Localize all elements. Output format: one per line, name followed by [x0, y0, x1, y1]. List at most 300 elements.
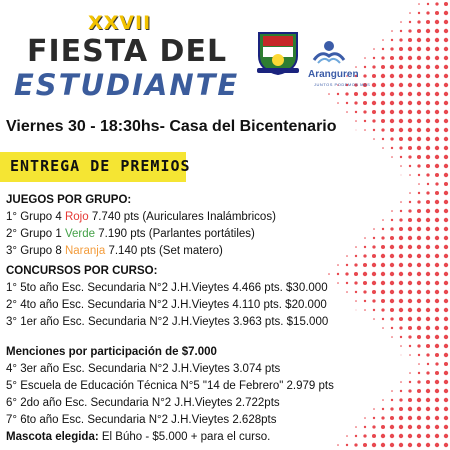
menciones-item-6: 6° 2do año Esc. Secundaria N°2 J.H.Vieytes 2.722pts	[6, 397, 280, 409]
decor-dot	[444, 281, 448, 285]
decor-dot	[435, 353, 439, 357]
decor-dot	[417, 425, 421, 429]
decor-dot	[408, 74, 412, 78]
decor-dot	[426, 389, 430, 393]
decor-dot	[363, 92, 367, 96]
decor-dot	[444, 299, 448, 303]
decor-dot	[426, 380, 430, 384]
decor-dot	[435, 47, 439, 51]
decor-dot	[426, 119, 430, 123]
decor-dot	[337, 282, 339, 284]
decor-dot	[390, 317, 393, 320]
decor-dot	[417, 236, 421, 240]
decor-dot	[426, 416, 430, 420]
decor-dot	[435, 200, 439, 204]
decor-dot	[364, 129, 366, 131]
decor-dot	[444, 353, 448, 357]
decor-dot	[435, 245, 439, 249]
decor-dot	[381, 290, 385, 294]
decor-dot	[408, 155, 411, 158]
decor-dot	[364, 120, 366, 122]
decor-dot	[426, 200, 430, 204]
juegos-item-2: 2° Grupo 1 Verde 7.190 pts (Parlantes portátiles)	[6, 228, 255, 240]
decor-dot	[391, 399, 393, 401]
decor-dot	[426, 29, 430, 33]
decor-dot	[356, 130, 357, 131]
decor-dot	[391, 147, 393, 149]
decor-dot	[408, 236, 412, 240]
decor-dot	[426, 164, 430, 168]
decor-dot	[435, 191, 439, 195]
decor-dot	[399, 263, 403, 267]
decor-dot	[373, 57, 375, 59]
decor-dot	[372, 281, 376, 285]
decor-dot	[426, 128, 430, 132]
decor-dot	[399, 83, 403, 87]
decor-dot	[399, 443, 403, 447]
decor-dot	[444, 128, 448, 132]
decor-dot	[418, 192, 420, 194]
decor-dot	[426, 317, 430, 321]
decor-dot	[399, 254, 403, 258]
decor-dot	[399, 326, 402, 329]
decor-dot	[381, 272, 385, 276]
decor-dot	[346, 291, 348, 293]
juegos-heading: JUEGOS POR GRUPO:	[6, 194, 132, 206]
decor-dot	[399, 92, 403, 96]
decor-dot	[399, 218, 402, 221]
decor-dot	[401, 355, 402, 356]
decor-dot	[399, 434, 403, 438]
decor-dot	[390, 245, 394, 249]
decor-dot	[400, 30, 402, 32]
decor-dot	[417, 299, 421, 303]
decor-dot	[435, 164, 439, 168]
decor-dot	[426, 38, 430, 42]
decor-dot	[355, 300, 357, 302]
decor-dot	[417, 407, 421, 411]
decor-dot	[444, 200, 448, 204]
decor-dot	[400, 210, 402, 212]
decor-dot	[363, 101, 367, 105]
decor-dot	[337, 264, 339, 266]
event-title	[0, 6, 260, 106]
decor-dot	[426, 110, 430, 114]
decor-dot	[408, 434, 412, 438]
decor-dot	[444, 308, 448, 312]
decor-dot	[373, 129, 375, 131]
decor-dot	[417, 281, 421, 285]
decor-dot	[373, 417, 375, 419]
decor-dot	[417, 326, 421, 330]
decor-dot	[435, 137, 439, 141]
decor-dot	[417, 146, 421, 150]
decor-dot	[391, 210, 393, 212]
decor-dot	[363, 434, 366, 437]
decor-dot	[417, 101, 421, 105]
decor-dot	[426, 65, 430, 69]
decor-dot	[400, 336, 402, 338]
decor-dot	[426, 326, 430, 330]
decor-dot	[426, 290, 430, 294]
decor-dot	[435, 119, 439, 123]
decor-dot	[444, 92, 448, 96]
decor-dot	[408, 128, 412, 132]
decor-dot	[417, 155, 421, 159]
juegos-item-3: 3° Grupo 8 Naranja 7.140 pts (Set matero)	[6, 245, 223, 257]
decor-dot	[346, 444, 348, 446]
decor-dot	[435, 74, 439, 78]
decor-dot	[408, 281, 412, 285]
decor-dot	[381, 434, 385, 438]
decor-dot	[408, 209, 411, 212]
decor-dot	[408, 308, 412, 312]
decor-dot	[381, 281, 385, 285]
decor-dot	[417, 416, 421, 420]
event-details: Viernes 30 - 18:30hs- Casa del Bicentenario	[6, 118, 337, 135]
decor-dot	[382, 147, 384, 149]
decor-dot	[426, 353, 429, 356]
decor-dot	[435, 101, 439, 105]
decor-dot	[409, 174, 411, 176]
decor-dot	[372, 92, 376, 96]
title-line-2: ESTUDIANTE	[14, 68, 240, 102]
decor-dot	[399, 272, 403, 276]
decor-dot	[444, 227, 448, 231]
decor-dot	[435, 380, 439, 384]
decor-dot	[382, 399, 384, 401]
decor-dot	[363, 443, 367, 447]
decor-dot	[381, 254, 385, 258]
decor-dot	[426, 281, 430, 285]
decor-dot	[390, 272, 394, 276]
team-rojo: Rojo	[64, 211, 89, 223]
decor-dot	[364, 300, 366, 302]
decor-dot	[418, 183, 420, 185]
decor-dot	[409, 345, 411, 347]
decor-dot	[417, 47, 421, 51]
decor-dot	[391, 390, 393, 392]
decor-dot	[372, 425, 375, 428]
decor-dot	[444, 101, 448, 105]
decor-dot	[363, 290, 366, 293]
decor-dot	[417, 119, 421, 123]
awards-banner-text: ENTREGA DE PREMIOS	[10, 157, 191, 175]
decor-dot	[435, 407, 439, 411]
decor-dot	[390, 47, 393, 50]
decor-dot	[391, 156, 393, 158]
decor-dot	[372, 263, 376, 267]
decor-dot	[408, 56, 412, 60]
decor-dot	[417, 308, 421, 312]
decor-dot	[435, 362, 438, 365]
decor-dot	[337, 93, 339, 95]
decor-dot	[399, 290, 403, 294]
decor-dot	[364, 237, 366, 239]
decor-dot	[426, 299, 430, 303]
decor-dot	[417, 218, 421, 222]
decor-dot	[426, 443, 430, 447]
decor-dot	[417, 110, 421, 114]
decor-dot	[390, 128, 394, 132]
decor-dot	[435, 38, 439, 42]
decor-dot	[427, 183, 429, 185]
decor-dot	[390, 308, 394, 312]
decor-dot	[426, 47, 430, 51]
decor-dot	[382, 48, 384, 50]
decor-dot	[444, 56, 448, 60]
decor-dot	[427, 363, 429, 365]
decor-dot	[444, 110, 448, 114]
decor-dot	[399, 227, 403, 231]
decor-dot	[408, 92, 412, 96]
decor-dot	[381, 263, 385, 267]
decor-dot	[399, 398, 402, 401]
decor-dot	[399, 317, 403, 321]
decor-dot	[444, 362, 448, 366]
decor-dot	[354, 101, 357, 104]
decor-dot	[400, 201, 402, 203]
decor-dot	[381, 101, 385, 105]
mascota-value: El Búho - $5.000 + para el curso.	[101, 431, 271, 443]
decor-dot	[400, 156, 402, 158]
decor-dot	[444, 20, 448, 24]
decor-dot	[435, 146, 439, 150]
decor-dot	[381, 74, 385, 78]
decor-dot	[409, 12, 411, 14]
decor-dot	[435, 434, 439, 438]
decor-dot	[355, 246, 357, 248]
decor-dot	[444, 74, 448, 78]
decor-dot	[345, 272, 348, 275]
decor-dot	[355, 291, 357, 293]
decor-dot	[444, 11, 448, 15]
decor-dot	[373, 318, 375, 320]
decor-dot	[354, 443, 357, 446]
decor-dot	[444, 2, 448, 6]
decor-dot	[417, 434, 421, 438]
decor-dot	[409, 201, 411, 203]
decor-dot	[435, 29, 439, 33]
decor-dot	[381, 65, 385, 69]
decor-dot	[435, 236, 439, 240]
decor-dot	[444, 335, 448, 339]
decor-dot	[408, 299, 412, 303]
decor-dot	[408, 29, 411, 32]
decor-dot	[381, 83, 385, 87]
decor-dot	[408, 218, 412, 222]
decor-dot	[444, 317, 448, 321]
decor-dot	[426, 308, 430, 312]
decor-dot	[399, 119, 403, 123]
decor-dot	[381, 128, 384, 131]
decor-dot	[444, 83, 448, 87]
decor-dot	[435, 227, 439, 231]
decor-dot	[373, 48, 375, 50]
decor-dot	[417, 38, 421, 42]
decor-dot	[390, 83, 394, 87]
decor-dot	[426, 245, 430, 249]
decor-dot	[391, 39, 393, 41]
decor-dot	[435, 335, 439, 339]
decor-dot	[435, 272, 439, 276]
decor-dot	[372, 434, 376, 438]
municipality-name: Aranguren	[308, 69, 359, 80]
decor-dot	[337, 273, 339, 275]
decor-dot	[337, 102, 339, 104]
decor-dot	[426, 344, 430, 348]
decor-dot	[363, 74, 366, 77]
decor-dot	[408, 389, 411, 392]
decor-dot	[444, 425, 448, 429]
decor-dot	[390, 56, 394, 60]
decor-dot	[381, 245, 385, 249]
decor-dot	[417, 245, 421, 249]
decor-dot	[399, 407, 403, 411]
decor-dot	[381, 92, 385, 96]
decor-dot	[426, 335, 430, 339]
decor-dot	[401, 175, 402, 176]
decor-dot	[426, 398, 430, 402]
team-verde: Verde	[64, 228, 96, 240]
decor-dot	[372, 65, 375, 68]
decor-dot	[444, 155, 448, 159]
decor-dot	[390, 101, 394, 105]
decor-dot	[444, 245, 448, 249]
decor-dot	[426, 74, 430, 78]
decor-dot	[354, 263, 357, 266]
decor-dot	[426, 272, 430, 276]
concursos-item-1: 1° 5to año Esc. Secundaria N°2 J.H.Vieytes 4.466 pts. $30.000	[6, 282, 328, 294]
decor-dot	[444, 236, 448, 240]
decor-dot	[444, 443, 448, 447]
decor-dot	[399, 65, 403, 69]
decor-dot	[417, 272, 421, 276]
decor-dot	[426, 407, 430, 411]
decor-dot	[417, 56, 421, 60]
decor-dot	[426, 191, 429, 194]
decor-dot	[444, 209, 448, 213]
decor-dot	[435, 209, 439, 213]
decor-dot	[390, 110, 394, 114]
decor-dot	[426, 236, 430, 240]
decor-dot	[435, 326, 439, 330]
decor-dot	[372, 110, 376, 114]
decor-dot	[417, 29, 421, 33]
decor-dot	[435, 182, 438, 185]
decor-dot	[444, 407, 448, 411]
decor-dot	[426, 83, 430, 87]
decor-dot	[390, 425, 394, 429]
concursos-item-2: 2° 4to año Esc. Secundaria N°2 J.H.Vieytes 4.110 pts. $20.000	[6, 299, 327, 311]
decor-dot	[363, 263, 367, 267]
decor-dot	[408, 326, 412, 330]
decor-dot	[346, 282, 348, 284]
decor-dot	[435, 308, 439, 312]
decor-dot	[399, 128, 403, 132]
decor-dot	[444, 137, 448, 141]
decor-dot	[426, 146, 430, 150]
decor-dot	[426, 11, 429, 14]
decor-dot	[408, 254, 412, 258]
decor-dot	[355, 435, 357, 437]
decor-dot	[444, 47, 448, 51]
decor-dot	[444, 263, 448, 267]
decor-dot	[408, 398, 412, 402]
decor-dot	[444, 173, 448, 177]
decor-dot	[435, 443, 439, 447]
menciones-item-4: 4° 3er año Esc. Secundaria N°2 J.H.Vieytes 3.074 pts	[6, 363, 281, 375]
decor-dot	[390, 299, 394, 303]
decor-dot	[435, 155, 439, 159]
decor-dot	[382, 327, 384, 329]
decor-dot	[418, 372, 420, 374]
decor-dot	[373, 228, 375, 230]
decor-dot	[399, 146, 402, 149]
decor-dot	[417, 389, 421, 393]
decor-dot	[346, 102, 348, 104]
decor-dot	[399, 299, 403, 303]
decor-dot	[418, 354, 420, 356]
decor-dot	[408, 245, 412, 249]
decor-dot	[417, 335, 421, 339]
decor-dot	[391, 219, 393, 221]
decor-dot	[435, 110, 439, 114]
decor-dot	[417, 290, 421, 294]
municipality-tagline: JUNTOS PODEMOS MAS	[314, 82, 371, 87]
menciones-heading: Menciones por participación de $7.000	[6, 346, 217, 358]
decor-dot	[417, 74, 421, 78]
decor-dot	[390, 263, 394, 267]
decor-dot	[435, 83, 439, 87]
decor-dot	[372, 83, 376, 87]
decor-dot	[372, 443, 376, 447]
decor-dot	[444, 254, 448, 258]
decor-dot	[435, 2, 438, 5]
decor-dot	[409, 354, 411, 356]
decor-dot	[435, 218, 439, 222]
decor-dot	[435, 344, 439, 348]
decor-dot	[409, 372, 411, 374]
decor-dot	[427, 3, 429, 5]
decor-dot	[355, 255, 357, 257]
decor-dot	[444, 290, 448, 294]
mascota-line	[6, 431, 270, 443]
decor-dot	[417, 92, 421, 96]
decor-dot	[372, 119, 375, 122]
decor-dot	[364, 417, 366, 419]
decor-dot	[444, 344, 448, 348]
decor-dot	[426, 263, 430, 267]
decor-dot	[408, 47, 412, 51]
decor-dot	[364, 426, 366, 428]
decor-dot	[354, 281, 357, 284]
decor-dot	[417, 344, 420, 347]
decor-dot	[346, 255, 348, 257]
decor-dot	[355, 120, 357, 122]
decor-dot	[399, 137, 403, 141]
decor-dot	[444, 272, 448, 276]
decor-dot	[399, 245, 403, 249]
decor-dot	[408, 38, 412, 42]
decor-dot	[426, 434, 430, 438]
decor-dot	[417, 443, 421, 447]
decor-dot	[381, 119, 385, 123]
decor-dot	[382, 408, 384, 410]
decor-dot	[435, 11, 439, 15]
decor-dot	[390, 227, 393, 230]
decor-dot	[390, 407, 393, 410]
